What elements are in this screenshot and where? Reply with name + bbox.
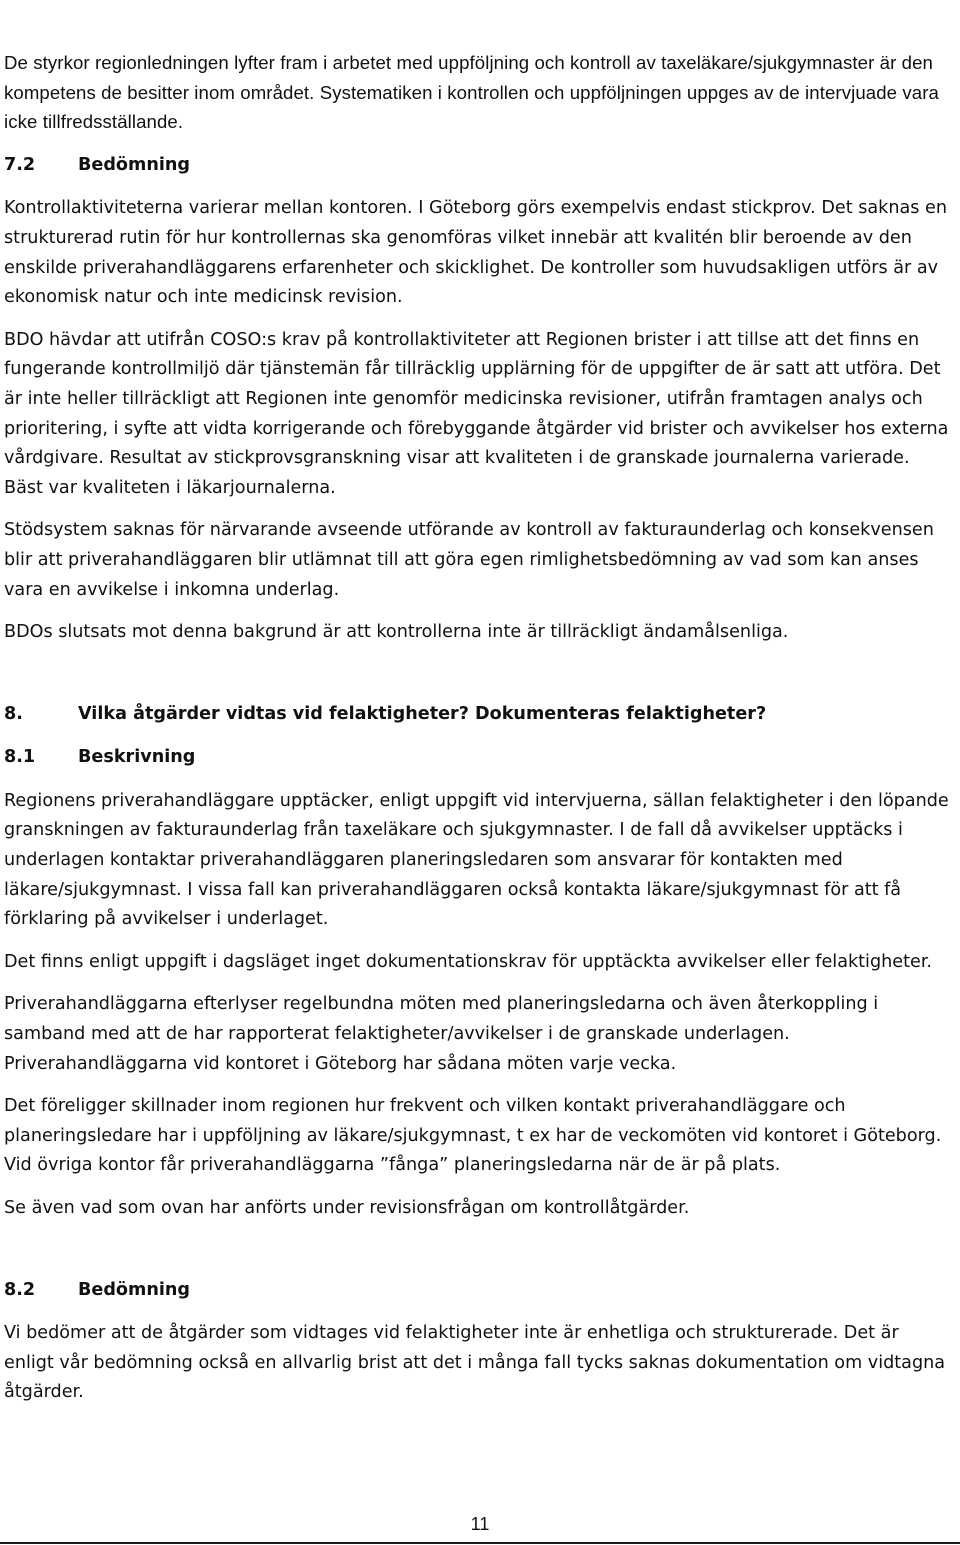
heading-number: 8.2: [4, 1279, 36, 1300]
paragraph-8-1-d: Det föreligger skillnader inom regionen hur frekvent och vilken kontakt priverahandläggare och planeringsledare har i uppföljning av läkare/sjukgymnast, t ex har de veckomöten vid kontoret i Göteborg. Vid övriga kontor får priverahandläggarna ”fånga” planeringsledarna när de är på plats.: [4, 1096, 942, 1176]
paragraph-8-1-a: Regionens priverahandläggare upptäcker, enligt uppgift vid intervjuerna, sällan felaktigheter i den löpande granskningen av fakturaunderlag från taxeläkare och sjukgymnaster. I de fall då avvikelser upptäcks i underlagen kontaktar priverahandläggaren planeringsledaren som ansvarar för kontakten med läkare/sjukgymnast. I vissa fall kan priverahandläggaren också kontakta läkare/sjukgymnast för att få förklaring på avvikelser i underlaget.: [4, 790, 949, 930]
document-page: [4, 48, 954, 1408]
paragraph-7-2-b: BDO hävdar att utifrån COSO:s krav på kontrollaktiviteter att Regionen brister i att tillse att det finns en fungerande kontrollmiljö där tjänstemän får tillräcklig upplärning för de uppgifter de är satt att utföra. Det är inte heller tillräckligt att Regionen inte genomför medicinska revisioner, utifrån framtagen analys och prioritering, i syfte att vidta korrigerande och förebyggande åtgärder vid brister och avvikelser hos externa vårdgivare. Resultat av stickprovsgranskning visar att kvaliteten i de granskade journalerna varierade. Bäst var kvaliteten i läkarjournalerna.: [4, 329, 949, 498]
heading-8-2: [4, 1276, 954, 1306]
paragraph-8-1-e: Se även vad som ovan har anförts under revisionsfrågan om kontrollåtgärder.: [4, 1198, 690, 1218]
paragraph-intro: De styrkor regionledningen lyfter fram i arbetet med uppföljning och kontroll av taxeläkare/sjukgymnaster är den kompetens de besitter inom området. Systematiken i kontrollen och uppföljningen uppges av de intervjuade vara icke tillfredsställande.: [4, 52, 939, 133]
paragraph-8-2-a: Vi bedömer att de åtgärder som vidtages vid felaktigheter inte är enhetliga och strukturerade. Det är enligt vår bedömning också en allvarlig brist att det i många fall tycks saknas dokumentation om vidtagna åtgärder.: [4, 1323, 946, 1403]
bottom-rule: [0, 1542, 960, 1544]
heading-title: Bedömning: [78, 1279, 191, 1300]
heading-number: 7.2: [4, 154, 36, 175]
paragraph-8-1-c: Priverahandläggarna efterlyser regelbundna möten med planeringsledarna och även återkoppling i samband med att de har rapporterat felaktigheter/avvikelser i de granskade underlagen. Priverahandläggarna vid kontoret i Göteborg har sådana möten varje vecka.: [4, 994, 879, 1074]
heading-title: Beskrivning: [78, 747, 196, 768]
paragraph-7-2-d: BDOs slutsats mot denna bakgrund är att kontrollerna inte är tillräckligt ändamålsenliga.: [4, 622, 789, 643]
heading-number: 8.1: [4, 747, 36, 768]
paragraph-7-2-c: Stödsystem saknas för närvarande avseende utförande av kontroll av fakturaunderlag och konsekvensen blir att priverahandläggaren blir utlämnat till att göra egen rimlighetsbedömning av vad som kan anses vara en avvikelse i inkomna underlag.: [4, 520, 934, 600]
heading-7-2: [4, 151, 954, 181]
heading-8: [4, 700, 954, 730]
page-number: 11: [470, 1514, 490, 1534]
heading-number: 8.: [4, 703, 23, 724]
paragraph-8-1-b: Det finns enligt uppgift i dagsläget inget dokumentationskrav för upptäckta avvikelser eller felaktigheter.: [4, 951, 933, 972]
paragraph-7-2-a: Kontrollaktiviteterna varierar mellan kontoren. I Göteborg görs exempelvis endast stickprov. Det saknas en strukturerad rutin för hur kontrollernas ska genomföras vilket innebär att kvalitén blir beroende av den enskilde priverahandläggarens erfarenheter och skicklighet. De kontroller som huvudsakligen utförs är av ekonomisk natur och inte medicinsk revision.: [4, 198, 947, 308]
heading-8-1: [4, 743, 954, 773]
heading-title: Vilka åtgärder vidtas vid felaktigheter? Dokumenteras felaktigheter?: [78, 703, 767, 724]
heading-title: Bedömning: [78, 154, 191, 175]
